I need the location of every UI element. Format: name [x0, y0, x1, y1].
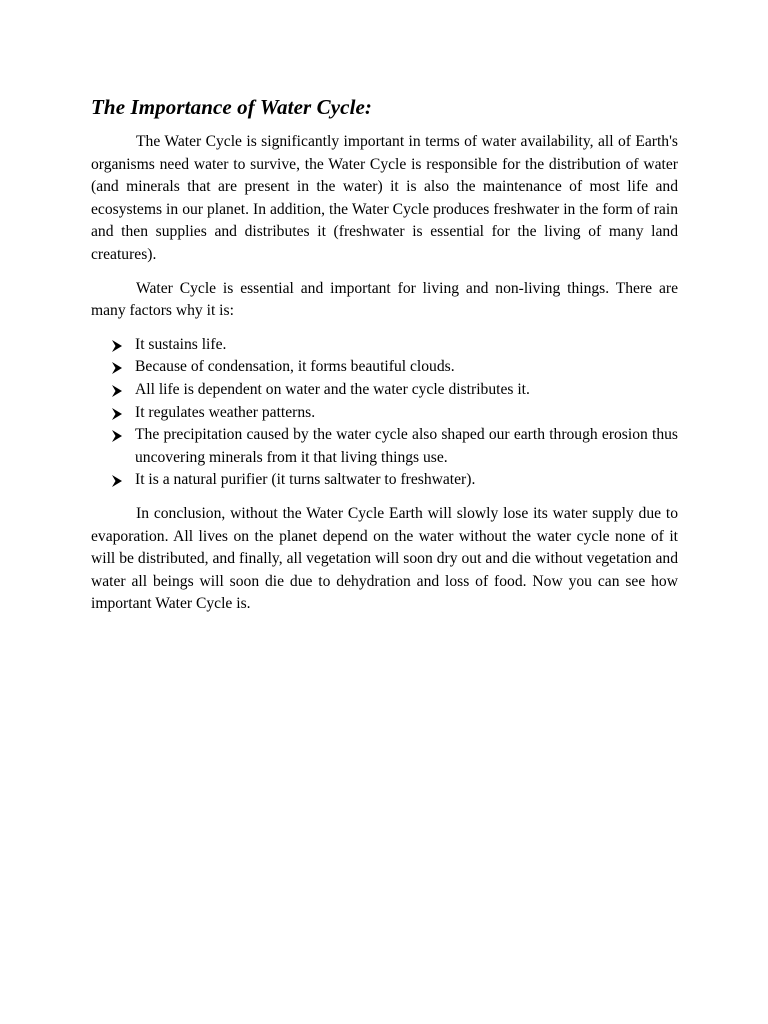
list-item-text: All life is dependent on water and the water cycle distributes it.: [135, 380, 530, 398]
list-item-text: The precipitation caused by the water cycle also shaped our earth through erosion thus uncovering minerals from it that living things use.: [135, 426, 678, 466]
list-item-text: It sustains life.: [135, 335, 227, 353]
arrowhead-bullet-icon: [111, 385, 123, 397]
arrowhead-bullet-icon: [111, 430, 123, 442]
list-item-text: Because of condensation, it forms beautiful clouds.: [135, 358, 455, 376]
document-page: [91, 94, 678, 627]
factors-paragraph: Water Cycle is essential and important for living and non-living things. There are many factors why it is:: [91, 279, 678, 320]
list-item: [91, 424, 678, 469]
list-item: [91, 469, 678, 492]
arrowhead-bullet-icon: [111, 475, 123, 487]
arrowhead-bullet-icon: [111, 340, 123, 352]
list-item: [91, 334, 678, 357]
list-item: [91, 402, 678, 425]
list-item: [91, 379, 678, 402]
list-item-text: It regulates weather patterns.: [135, 403, 316, 421]
factors-list: [91, 334, 678, 492]
document-title: The Importance of Water Cycle:: [91, 95, 373, 119]
conclusion-paragraph: In conclusion, without the Water Cycle Earth will slowly lose its water supply due to evaporation. All lives on the planet depend on the water without the water cycle none of it will be distributed, and finally, all vegetation will soon dry out and die without vegetation and water all beings will soon die due to dehydration and loss of food. Now you can see how important Water Cycle is.: [91, 504, 678, 613]
intro-paragraph: The Water Cycle is significantly important in terms of water availability, all of Earth's organisms need water to survive, the Water Cycle is responsible for the distribution of water (and minerals that are present in the water) it is also the maintenance of most life and ecosystems in our planet. In addition, the Water Cycle produces freshwater in the form of rain and then supplies and distributes it (freshwater is essential for the living of many land creatures).: [91, 133, 678, 263]
arrowhead-bullet-icon: [111, 362, 123, 374]
list-item: [91, 356, 678, 379]
list-item-text: It is a natural purifier (it turns saltwater to freshwater).: [135, 471, 476, 489]
arrowhead-bullet-icon: [111, 408, 123, 420]
